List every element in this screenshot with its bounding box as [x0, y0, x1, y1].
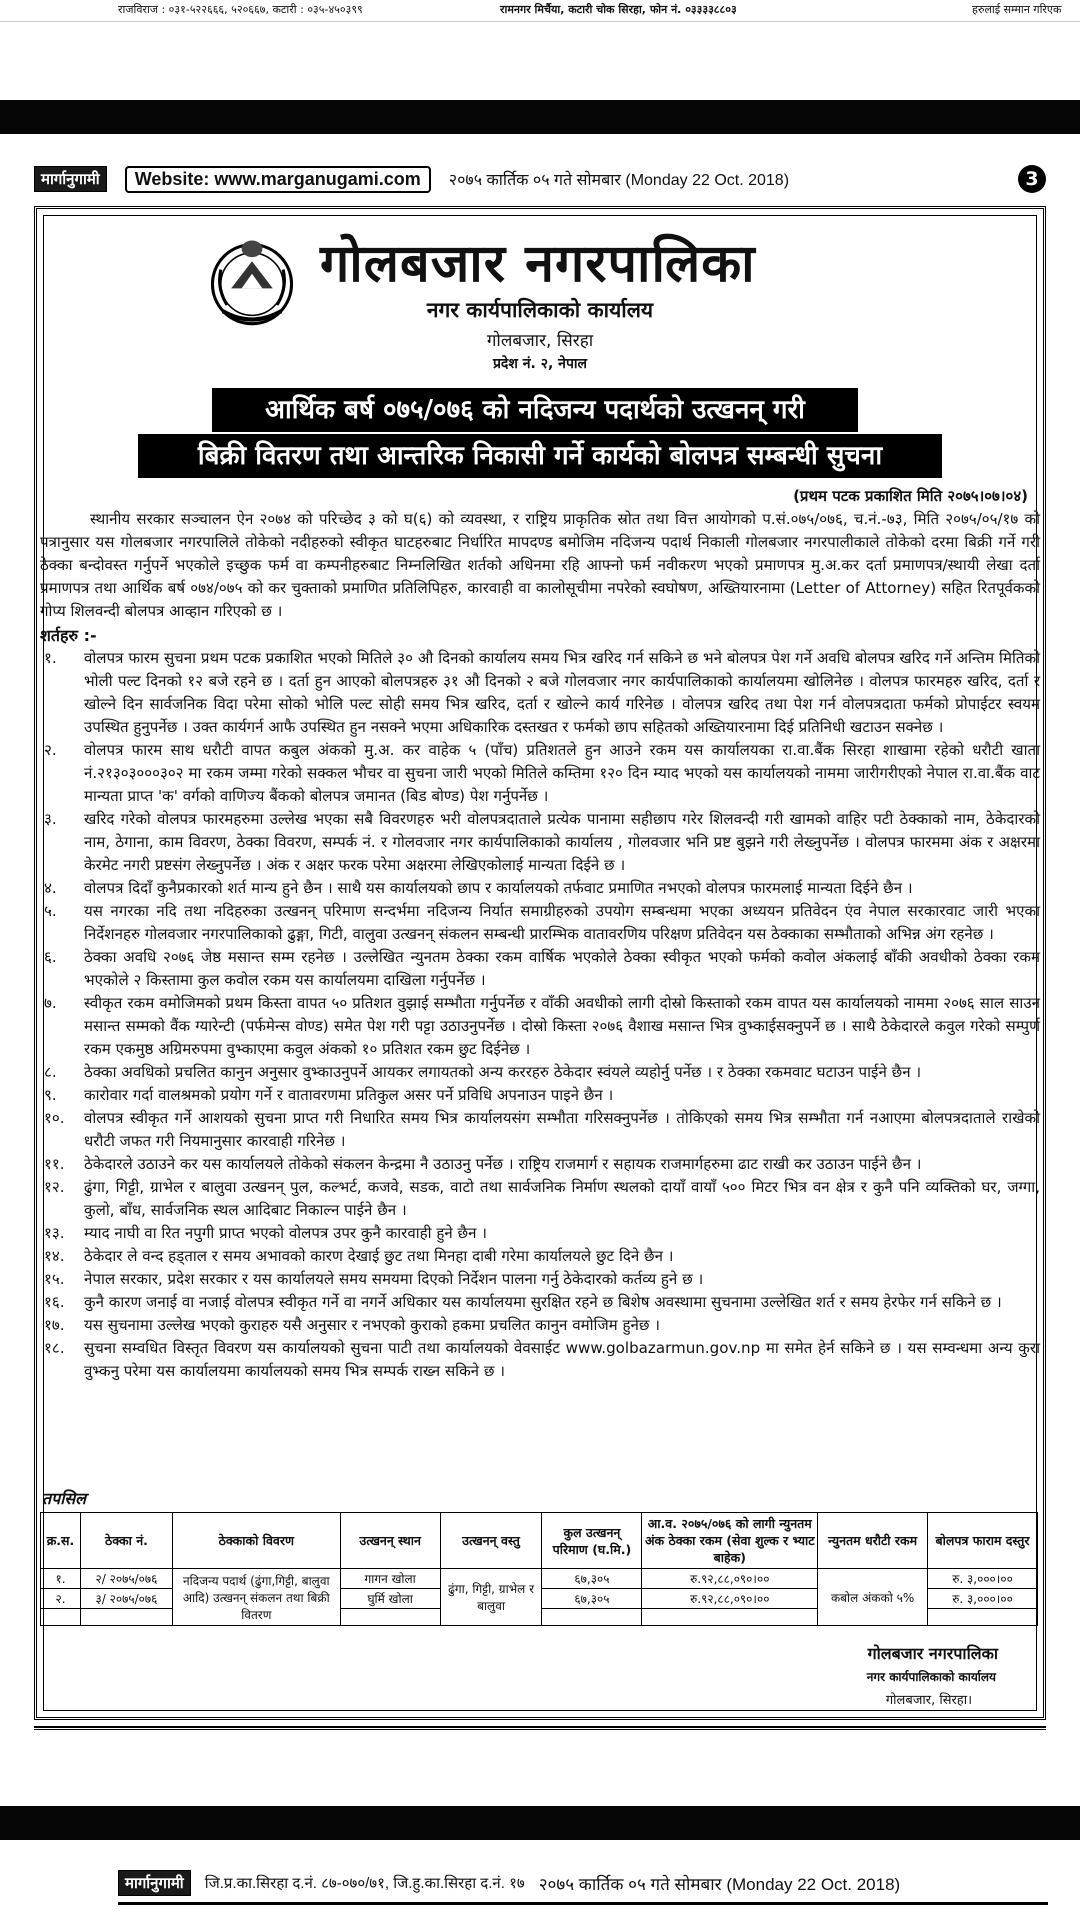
- previous-page-strip: [0, 0, 1080, 22]
- condition-text: वोलपत्र फारम सुचना प्रथम पटक प्रकाशित भएको मितिले ३० औ दिनको कार्यालय समय भित्र खरिद गर्न सकिने छ भने बोलपत्र पेश गर्ने अवधि बोलपत्र खरिद गर्ने अन्तिम मितिको भोली पल्ट दिनको १२ बजे रहने छ । दर्ता हुन आएको बोलपत्रहरु ३१ औ दिनको २ बजे गोलवजार नगर कार्यपालिकाको कार्यालयमा खोलिनेछ । वोलपत्र फारमहरु खरिद, दर्ता र खोल्ने दिन सार्वजनिक विदा परेमा सोको भोलि पल्ट सोही समय भित्र खरिद, दर्ता र खोल्ने कार्य गरिनेछ । वोलपत्र खरिद तथा पेश गर्न वोलपत्रदाता फर्मको प्रोपाईटर स्वयम उपस्थित हुनुपर्नेछ । उक्त कार्यगर्न आफै उपस्थित हुन नसक्ने भएमा अधिकारिक दस्तखत र फर्मको छाप सहितको अख्तियारनामा दिई प्रतिनिधी खटाउन सक्नेछ ।: [84, 649, 1040, 736]
- condition-number: १३.: [44, 1224, 65, 1242]
- condition-text: सुचना सम्वधित विस्तृत विवरण यस कार्यालयको सुचना पाटी तथा कार्यालयको वेवसाईट www.golbazarmun.gov.np मा समेत हेर्न सकिने छ । यस सम्वन्धमा अन्य कुरा वुभ्कनु परेमा यस कार्यालयमा कार्यालयको समय भित्र सम्पर्क राख्न सकिने छ ।: [84, 1339, 1040, 1380]
- condition-item: [40, 1153, 1040, 1176]
- footer-date: २०७५ कार्तिक ०५ गते सोमबार (Monday 22 Oct. 2018): [538, 1874, 901, 1894]
- condition-number: १५.: [44, 1270, 65, 1288]
- schedule-table: [40, 1512, 1038, 1626]
- registration-info: जि.प्र.का.सिरहा द.नं. ८७-०७०/७१, जि.हु.का.सिरहा द.नं. १७: [204, 1875, 525, 1892]
- col-deposit: न्युनतम धरौटी रकम: [818, 1513, 928, 1569]
- office-address: गोलबजार, सिरहा: [486, 331, 594, 351]
- condition-number: १०.: [44, 1109, 65, 1127]
- condition-text: ठेकेदार ले वन्द हड्ताल र समय अभावको कारण देखाई छुट तथा मिनहा दाबी गरेमा कार्यालयले छुट दिने छैन ।: [84, 1247, 674, 1265]
- condition-item: [40, 1314, 1040, 1337]
- condition-number: ४.: [44, 879, 57, 897]
- banner-line-2: बिक्री वितरण तथा आन्तरिक निकासी गर्ने कार्यको बोलपत्र सम्बन्धी सुचना: [138, 434, 942, 478]
- condition-number: १६.: [44, 1293, 65, 1311]
- condition-text: ठेकेदारले उठाउने कर यस कार्यालयले तोकेको संकलन केन्द्रमा नै उठाउनु पर्नेछ । राष्ट्रिय राजमार्ग र सहायक राजमार्गहरुमा ढाट राखी कर उठाउन पाईने छैन ।: [84, 1155, 922, 1173]
- condition-item: [40, 1084, 1040, 1107]
- condition-number: १७.: [44, 1316, 65, 1334]
- intro-paragraph: स्थानीय सरकार सञ्चालन ऐन २०७४ को परिच्छेद ३ को घ(६) को व्यवस्था, र राष्ट्रिय प्राकृतिक स्रोत तथा वित्त आयोगको प.सं.०७५/०७६, च.नं.-७३, मिति २०७५/०५/१७ को पत्रानुसार यस गोलबजार नगरपालिले तोकेको नदीहरुको स्वीकृत घाटहरुबाट निर्धारित मापदण्ड बमोजिम नदिजन्य पदार्थ निकाली गोलबजार नगरपालीकाले तोकेको दरमा बिक्री गर्ने गरी ठेक्का बन्दोवस्त गर्नुपर्ने भएकोले इच्छुक फर्म वा कम्पनीहरुबाट निम्नलिखित शर्तको अधिनमा रहि आफ्नो फर्म नवीकरण भएको प्रमाणपत्र मु.अ.कर दर्ता प्रमाणपत्र/स्थायी लेखा दर्ता प्रमाणपत्र तथा आर्थिक बर्ष ०७४/०७५ को कर चुक्ताको प्रमाणित प्रतिलिपिहरु, कारवाही वा कालोसूचीमा नपरेको स्वघोषण, अख्तियारनामा (Letter of Attorney) सहित रितपूर्वकको गोप्य शिलवन्दी बोलपत्र आव्हान गरिएको छ ।: [40, 510, 1040, 620]
- footer-logo: मार्गानुगामी: [118, 1870, 191, 1896]
- row2-contract-no: ३/ २०७५/०७६: [80, 1589, 172, 1609]
- condition-text: ठेक्का अवधिको प्रचलित कानुन अनुसार वुभ्काउनुपर्ने आयकर लगायतको अन्य कररहरु ठेकेदार स्वंयले व्यहोर्नु पर्नेछ । र ठेक्का रकमवाट घटाउन पाईने छैन ।: [84, 1063, 922, 1081]
- condition-number: ९.: [44, 1086, 57, 1104]
- condition-text: ढुंगा, गिट्टी, ग्राभेल र बालुवा उत्खनन् पुल, कल्भर्ट, कजवे, सडक, वाटो तथा सार्वजनिक निर्माण स्थलको दायाँ वायाँ ५०० मिटर भित्र वन क्षेत्र र कुनै पनि व्यक्तिको घर, जग्गा, कुलो, बाँध, सार्वजनिक स्थल आदिबाट निकाल्न पाईने छैन ।: [84, 1178, 1040, 1219]
- website-label[interactable]: Website: www.marganugami.com: [125, 166, 431, 193]
- condition-text: म्याद नाघी वा रित नपुगी प्राप्त भएको वोलपत्र उपर कुनै कारवाही हुने छैन ।: [84, 1224, 488, 1242]
- condition-item: [40, 739, 1040, 808]
- notice-title: गोलबजार नगरपालिका: [320, 234, 756, 294]
- row1-min-amount: रु.९२,८८,०९०।००: [642, 1569, 818, 1589]
- previous-page-contact-left: राजविराज : ०३१-५२२६६६, ५२०६६७, कटारी : ०३५-४५०३९९: [118, 3, 363, 16]
- condition-text: कारोवार गर्दा वालश्रमको प्रयोग गर्ने र वातावरणमा प्रतिकुल असर पर्ने प्रविधि अपनाउन पाइने छैन ।: [84, 1086, 614, 1104]
- frame-bottom-rule: [34, 1726, 1046, 1730]
- condition-item: [40, 1176, 1040, 1222]
- signature-name: गोलबजार नगरपालिका: [867, 1644, 998, 1663]
- condition-text: यस सुचनामा उल्लेख भएको कुराहरु यसै अनुसार र नभएको कुराको हकमा प्रचलित कानुन वमोजिम हुनेछ ।: [84, 1316, 660, 1334]
- col-min-amount: आ.व. २०७५/०७६ को लागी न्युनतम अंक ठेक्का रकम (सेवा शुल्क र भ्याट बाहेक): [642, 1513, 818, 1569]
- row2-location: घुर्मि खोला: [340, 1589, 440, 1609]
- condition-number: ८.: [44, 1063, 57, 1081]
- condition-text: वोलपत्र स्वीकृत गर्ने आशयको सुचना प्राप्त गरी निधारित समय भित्र कार्यालयसंग सम्भौता गरिसक्नुपर्नेछ । तोकिएको समय भित्र सम्भौता गर्न नआएमा बोलपत्रदाताले राखेको धरौटी जफत गरी नियमानुसार कारवाही गरिनेछ ।: [84, 1109, 1040, 1150]
- condition-number: ६.: [44, 948, 57, 966]
- issue-date: २०७५ कार्तिक ०५ गते सोमबार (Monday 22 Oct. 2018): [448, 172, 790, 189]
- banner-line-1: आर्थिक बर्ष ०७५/०७६ को नदिजन्य पदार्थको उत्खनन् गरी: [212, 388, 858, 432]
- publication-date: (प्रथम पटक प्रकाशित मिति २०७५।०७।०४): [793, 487, 1028, 505]
- condition-text: वोलपत्र फारम साथ धरौटी वापत कबुल अंकको मु.अ. कर वाहेक ५ (पाँच) प्रतिशतले हुन आउने रकम यस कार्यालयका रा.वा.बैंक सिरहा शाखामा रहेको धरौटी खाता नं.२१३०३०००३०२ मा रकम जम्मा गरेको सक्कल भौचर वा सुचना जारी भएको मितिले कम्तिमा १२० दिन म्याद भएको यस कार्यालयको नाममा जारीगरीएको नेपाल रा.वा.बैंक वाट मान्यता प्राप्त 'क' वर्गको वाणिज्य बैंकको बोलपत्र जमानत (बिड बोण्ड) पेश गर्नुपर्नेछ ।: [84, 741, 1041, 805]
- condition-item: [40, 946, 1040, 992]
- page-number: 3: [1018, 165, 1046, 193]
- condition-item: [40, 992, 1040, 1061]
- col-description: ठेक्काको विवरण: [172, 1513, 340, 1569]
- condition-number: १४.: [44, 1247, 65, 1265]
- signature-place: गोलबजार, सिरहा।: [885, 1693, 972, 1708]
- condition-number: ११.: [44, 1155, 65, 1173]
- shared-deposit: कबोल अंकको ५%: [818, 1569, 928, 1626]
- newspaper-header: [34, 164, 1046, 194]
- condition-text: यस नगरका नदि तथा नदिहरुका उत्खनन् परिमाण सन्दर्भमा नदिजन्य निर्यात समाग्रीहरुको उपयोग सम्बन्धमा भएका अध्ययन प्रतिवेदन एंव नेपाल सरकारवाट जारी भएका निर्देशनहरु गोलवजार नगरपालिकाको ढुङ्गा, गिटी, वालुवा उत्खनन् संकलन सम्बन्धी प्रारम्भिक वातावरणिय परिक्षण प्रतिवेदन यस ठेक्काका सम्भौताको अभिन्न अंग रहनेछ ।: [84, 902, 1040, 943]
- condition-item: [40, 1107, 1040, 1153]
- row1-contract-no: २/ २०७५/०७६: [80, 1569, 172, 1589]
- conditions-heading: शर्तहरु :-: [40, 626, 97, 645]
- condition-text: वोलपत्र दिदाँ कुनैप्रकारको शर्त मान्य हुने छैन । साथै यस कार्यालयको छाप र कार्यालयको तर्फवाट प्रमाणित नभएको वोलपत्र फारमलाई मान्यता दिईने छैन ।: [84, 879, 913, 897]
- schedule-header-row: [41, 1513, 1038, 1569]
- row1-location: गागन खोला: [340, 1569, 440, 1589]
- table-row: [41, 1569, 1038, 1589]
- previous-page-contact-center: रामनगर मिर्चैया, कटारी चोक सिरहा, फोन नं. ०३३३३८८०३: [500, 3, 737, 16]
- col-material: उत्खनन् वस्तु: [440, 1513, 542, 1569]
- condition-number: ५.: [44, 902, 57, 920]
- footer-rule: [118, 1902, 1048, 1905]
- province-label: प्रदेश नं. २, नेपाल: [492, 356, 588, 372]
- newspaper-logo: मार्गानुगामी: [34, 166, 107, 192]
- condition-item: [40, 1337, 1040, 1383]
- page-separator-top: [0, 100, 1080, 134]
- condition-number: २.: [44, 741, 57, 759]
- col-location: उत्खनन् स्थान: [340, 1513, 440, 1569]
- condition-number: १२.: [44, 1178, 65, 1196]
- col-sn: क्र.स.: [41, 1513, 81, 1569]
- condition-item: [40, 647, 1040, 739]
- notice-body: [40, 508, 1040, 1383]
- page-separator-bottom: [0, 1806, 1080, 1840]
- condition-item: [40, 900, 1040, 946]
- condition-item: [40, 808, 1040, 877]
- row2-min-amount: रु.९२,८८,०९०।००: [642, 1589, 818, 1609]
- conditions-list: [40, 647, 1040, 1383]
- condition-text: खरिद गरेको वोलपत्र फारमहरुमा उल्लेख भएका सबै विवरणहरु भरी वोलपत्रदाताले प्रत्येक पानामा सहीछाप गरेर शिलवन्दी गरी खामको वाहिर पटी ठेक्काको नाम, ठेकेदारको नाम, ठेगाना, काम विवरण, ठेक्का विवरण, सम्पर्क नं. र गोलवजार नगर कार्यपालिकाको कार्यालय , गोलवजार भनि प्रष्ट बुझने गरी लेख्नुपर्नेछ । वोलपत्र फारममा अंक र अक्षरमा केरमेट नगरी प्रष्टसंग लेख्नुपर्नेछ । अंक र अक्षर फरक परेमा अक्षरमा लेखिएकोलाई मान्यता दिईने छ ।: [84, 810, 1040, 874]
- condition-text: नेपाल सरकार, प्रदेश सरकार र यस कार्यालयले समय समयमा दिएको निर्देशन पालना गर्नु ठेकेदारको कर्तव्य हुने छ ।: [84, 1270, 704, 1288]
- condition-text: स्वीकृत रकम वमोजिमको प्रथम किस्ता वापत ५० प्रतिशत वुझाई सम्भौता गर्नुपर्नेछ र वाँकी अवधीको लागी दोस्रो किस्ताको रकम वापत यस कार्यालयको नाममा २०७६ साल साउन मसान्त सम्मको वैंक ग्यारेन्टी (पर्फमेन्स वोण्ड) समेत पेश गरी पट्टा उठाउनुपर्नेछ । दोस्रो किस्ता २०७६ वैशाख मसान्त भित्र वुभ्काईसक्नुपर्ने छ । साथै ठेकेदारले कवुल गरेको सम्पुर्ण रकम एकमुष्ठ अग्रिमरुपमा वुभ्काएमा कवुल अंकको १० प्रतिशत रकम छुट दिईनेछ ।: [84, 994, 1040, 1058]
- condition-number: १८.: [44, 1339, 65, 1357]
- col-quantity: कुल उत्खनन् परिमाण (घ.मि.): [542, 1513, 642, 1569]
- schedule-heading: तपसिल: [42, 1489, 87, 1508]
- col-contract-no: ठेक्का नं.: [80, 1513, 172, 1569]
- col-form-fee: बोलपत्र फाराम दस्तुर: [928, 1513, 1038, 1569]
- condition-number: १.: [44, 649, 57, 667]
- row1-quantity: ६७,३०५: [542, 1569, 642, 1589]
- shared-material: ढुंगा, गिट्टी, ग्राभेल र बालुवा: [440, 1569, 542, 1626]
- condition-text: कुनै कारण जनाई वा नजाई वोलपत्र स्वीकृत गर्ने वा नगर्ने अधिकार यस कार्यालयमा सुरक्षित रहने छ बिशेष अवस्थामा सुचनामा उल्लेखित शर्त र समय हेरफेर गर्न सकिने छ ।: [84, 1293, 1002, 1311]
- signature-office: नगर कार्यपालिकाको कार्यालय: [866, 1670, 996, 1684]
- previous-page-contact-right: हरुलाई सम्मान गरिएक: [972, 3, 1062, 16]
- row2-form-fee: रु. ३,०००।००: [928, 1589, 1038, 1609]
- row2-quantity: ६७,३०५: [542, 1589, 642, 1609]
- condition-item: [40, 1245, 1040, 1268]
- condition-number: ७.: [44, 994, 57, 1012]
- next-page-header: [118, 1868, 1048, 1898]
- row1-sn: १.: [41, 1569, 81, 1589]
- condition-item: [40, 1222, 1040, 1245]
- condition-item: [40, 1061, 1040, 1084]
- condition-number: ३.: [44, 810, 57, 828]
- office-name: नगर कार्यपालिकाको कार्यालय: [426, 298, 654, 322]
- condition-item: [40, 877, 1040, 900]
- row2-sn: २.: [41, 1589, 81, 1609]
- condition-text: ठेक्का अवधि २०७६ जेष्ठ मसान्त सम्म रहनेछ । उल्लेखित न्युनतम ठेक्का रकम वार्षिक भएकोले ठेक्का स्वीकृत भएको फर्मको कवोल अंकलाई बाँकी अवधीको ठेक्का रकम भएकोले २ किस्तामा कुल कवोल रकम यस कार्यालयमा दाखिला गर्नुपर्नेछ ।: [84, 948, 1040, 989]
- row1-form-fee: रु. ३,०००।००: [928, 1569, 1038, 1589]
- shared-description: नदिजन्य पदार्थ (ढुंगा,गिट्टी, बालुवा आदि) उत्खनन् संकलन तथा बिक्री वितरण: [172, 1569, 340, 1626]
- condition-item: [40, 1291, 1040, 1314]
- condition-item: [40, 1268, 1040, 1291]
